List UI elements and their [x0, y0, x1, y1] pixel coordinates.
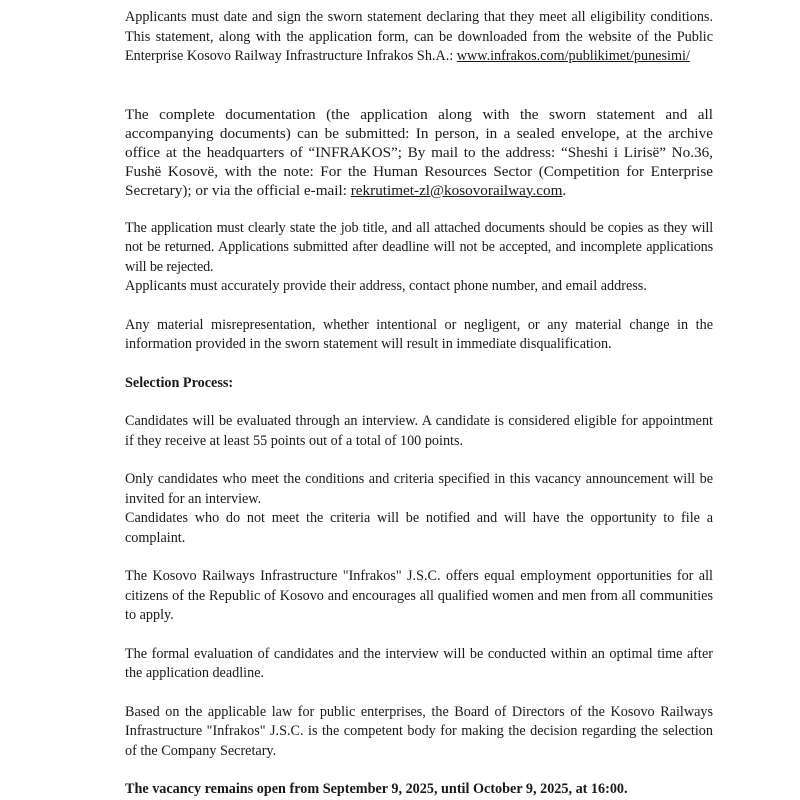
document-page	[125, 8, 713, 800]
paragraph-complaint: Candidates who do not meet the criteria will be notified and will have the opportunity to file a complaint.	[125, 510, 713, 546]
paragraph-interview-invite: Only candidates who meet the conditions and criteria specified in this vacancy announcement will be invited for an interview.	[125, 471, 713, 507]
paragraph-board-decision: Based on the applicable law for public enterprises, the Board of Directors of the Kosovo Railways Infrastructure "Infrakos" J.S.C. is the competent body for making the decision regarding the selection of the Company Secretary.	[125, 703, 713, 759]
paragraph-sworn-statement	[125, 8, 713, 67]
vacancy-deadline: The vacancy remains open from September 9, 2025, until October 9, 2025, at 16:00.	[125, 781, 628, 797]
paragraph-equal-opportunity: The Kosovo Railways Infrastructure "Infrakos" J.S.C. offers equal employment opportunities for all citizens of the Republic of Kosovo and encourages all qualified women and men from all communities to apply.	[125, 568, 713, 623]
paragraph-formal-evaluation: The formal evaluation of candidates and the interview will be conducted within an optimal time after the application deadline.	[125, 645, 713, 681]
paragraph-evaluation: Candidates will be evaluated through an interview. A candidate is considered eligible for appointment if they receive at least 55 points out of a total of 100 points.	[125, 413, 713, 449]
paragraph-application-rules: The application must clearly state the job title, and all attached documents should be copies as they will not be returned. Applications submitted after deadline will not be accepted, and incomplete applications will be rejected.	[125, 219, 713, 275]
paragraph-contact-details: Applicants must accurately provide their address, contact phone number, and email address.	[125, 278, 647, 294]
submission-text: The complete documentation (the application along with the sworn statement and all accompanying documents) can be submitted: In person, in a sealed envelope, at the archive office at the headquarters of “INFRAKOS”; By mail to the address: “Sheshi i Lirisë” No.36, Fushë Kosovë, with the note: For the Human Resources Sector (Competition for Enterprise Secretary); or via the official e-mail:	[125, 105, 713, 199]
email-link[interactable]: rekrutimet-zl@kosovorailway.com	[350, 181, 563, 199]
selection-process-heading: Selection Process:	[125, 374, 234, 391]
paragraph-submission	[125, 105, 713, 200]
website-link[interactable]: www.infrakos.com/publikimet/punesimi/	[456, 48, 690, 64]
sworn-statement-text: Applicants must date and sign the sworn statement declaring that they meet all eligibility conditions. This statement, along with the application form, can be downloaded from the website of the Public Enterprise Kosovo Railway Infrastructure Infrakos Sh.A.:	[125, 9, 713, 64]
submission-end: .	[562, 181, 567, 199]
paragraph-misrepresentation: Any material misrepresentation, whether intentional or negligent, or any material change in the information provided in the sworn statement will result in immediate disqualification.	[125, 316, 713, 352]
